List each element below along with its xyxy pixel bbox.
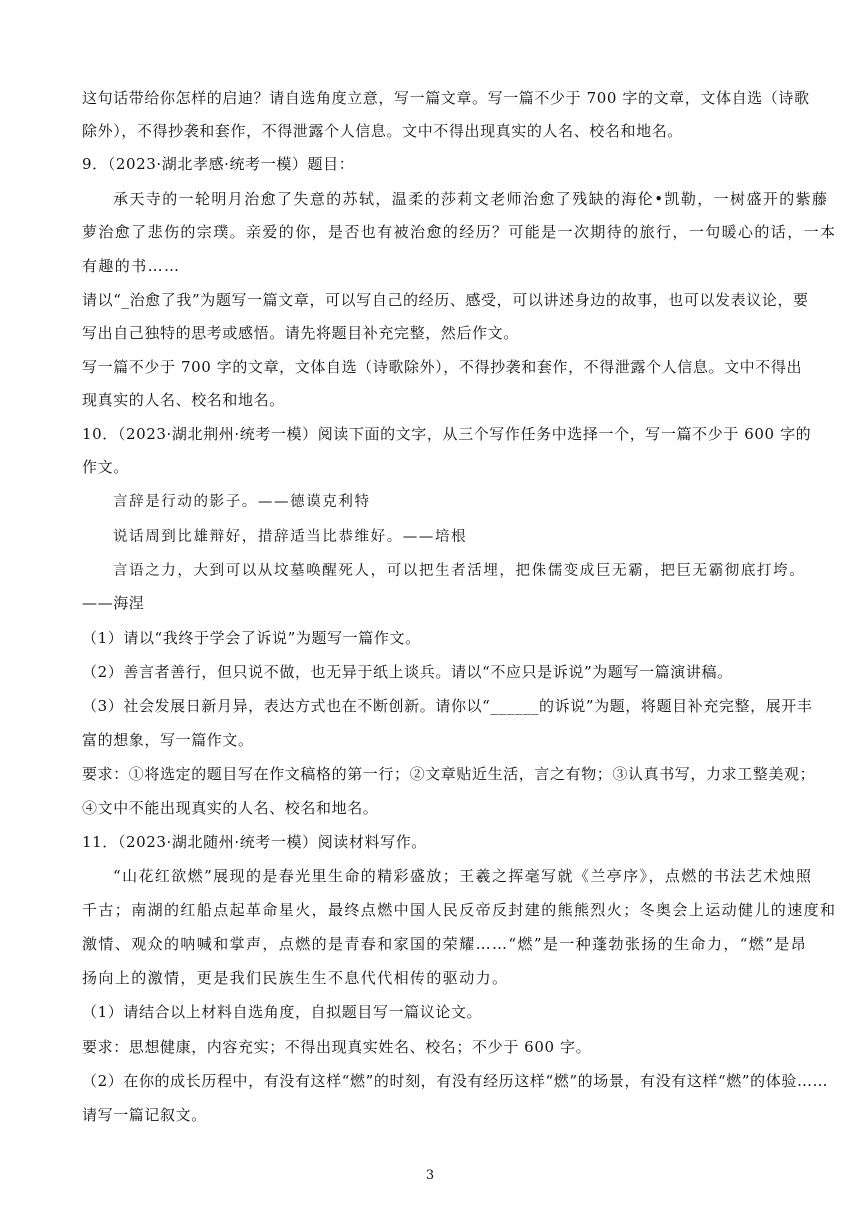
passage-line: 扬向上的激情，更是我们民族生生不息代代相传的驱动力。 — [82, 969, 509, 987]
text-line: 写出自己独特的思考或感悟。请先将题目补充完整，然后作文。 — [82, 324, 519, 342]
text-line: 这句话带给你怎样的启迪？请自选角度立意，写一篇文章。写一篇不少于 700 字的文章，文体自选（诗歌 — [82, 89, 810, 107]
quote-line: 言辞是行动的影子。——德谟克利特 — [113, 494, 371, 510]
question-10-heading: 10．（2023·湖北荆州·统考一模）阅读下面的文字，从三个写作任务中选择一个，写一篇不少于 600 字的 — [82, 425, 812, 443]
passage-line: 有趣的书…… — [82, 257, 181, 275]
quote-attribution: ——海涅 — [82, 594, 145, 612]
text-line: 现真实的人名、校名和地名。 — [82, 391, 285, 409]
requirement-line: 要求：①将选定的题目写在作文稿格的第一行；②文章贴近生活，言之有物；③认真书写，力求工整美观； — [82, 765, 816, 783]
task-line: （2）善言者善行，但只说不做，也无异于纸上谈兵。请以“不应只是诉说”为题写一篇演讲稿。 — [82, 663, 733, 681]
task-line: 富的想象，写一篇作文。 — [82, 731, 254, 749]
text-line: 请以“_治愈了我”为题写一篇文章，可以写自己的经历、感受，可以讲述身边的故事，也可以发表议论，要 — [82, 291, 809, 309]
task-line: （1）请结合以上材料自选角度，自拟题目写一篇议论文。 — [82, 1003, 483, 1021]
passage-line: 千古；南湖的红船点起革命星火，最终点燃中国人民反帝反封建的熊熊烈火；冬奥会上运动健儿的速度和 — [82, 901, 837, 919]
text-line: 除外），不得抄袭和套作，不得泄露个人信息。文中不得出现真实的人名、校名和地名。 — [82, 122, 683, 140]
task-line: （3）社会发展日新月异，表达方式也在不断创新。请你以“______的诉说”为题，将题目补充完整，展开丰 — [82, 697, 813, 715]
passage-line: 激情、观众的呐喊和掌声，点燃的是青春和家国的荣耀……“燃”是一种蓬勃张扬的生命力，“燃”是昂 — [82, 935, 808, 953]
quote-line: 言语之力，大到可以从坟墓唤醒死人，可以把生者活埋，把侏儒变成巨无霸，把巨无霸彻底打垮。 — [113, 563, 806, 579]
requirement-line: ④文中不能出现真实的人名、校名和地名。 — [82, 799, 379, 817]
task-line: （1）请以“我终于学会了诉说”为题写一篇作文。 — [82, 629, 421, 647]
text-line: 作文。 — [82, 458, 129, 476]
task-line: （2）在你的成长历程中，有没有这样“燃”的时刻，有没有经历这样“燃”的场景，有没有这样“燃”的体验…… — [82, 1072, 829, 1090]
task-line: 请写一篇记叙文。 — [82, 1106, 207, 1124]
page-number: 3 — [425, 1168, 435, 1183]
requirement-line: 要求：思想健康，内容充实；不得出现真实姓名、校名；不少于 600 字。 — [82, 1038, 592, 1056]
question-11-heading: 11．（2023·湖北随州·统考一模）阅读材料写作。 — [82, 833, 427, 851]
question-9-heading: 9．（2023·湖北孝感·统考一模）题目： — [82, 155, 355, 173]
quote-line: 说话周到比雄辩好，措辞适当比恭维好。——培根 — [113, 529, 468, 545]
passage-line: 承天寺的一轮明月治愈了失意的苏轼，温柔的莎莉文老师治愈了残缺的海伦•凯勒，一树盛开的紫藤 — [113, 190, 829, 208]
text-line: 写一篇不少于 700 字的文章，文体自选（诗歌除外），不得抄袭和套作，不得泄露个人信息。文中不得出 — [82, 358, 803, 376]
passage-line: “山花红欲燃”展现的是春光里生命的精彩盛放；王羲之挥毫写就《兰亭序》，点燃的书法艺术烛照 — [113, 867, 813, 885]
passage-line: 萝治愈了悲伤的宗璞。亲爱的你，是否也有被治愈的经历？可能是一次期待的旅行，一句暖心的话，一本 — [82, 223, 837, 241]
